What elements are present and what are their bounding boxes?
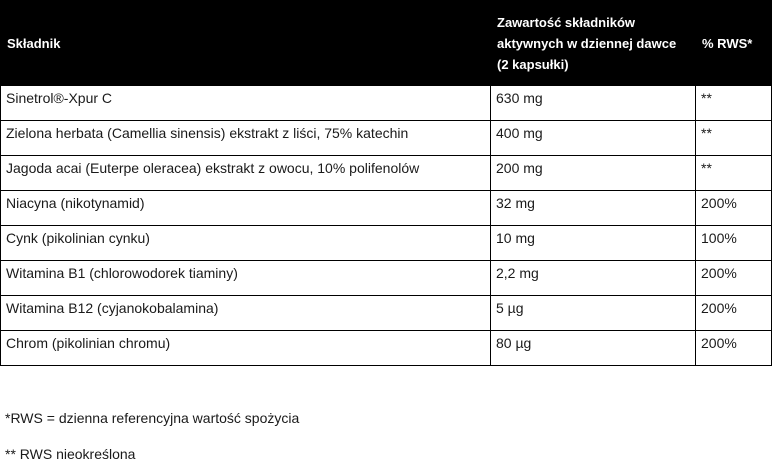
- ingredient-amount: 80 µg: [491, 331, 696, 366]
- table-row: [1, 121, 772, 156]
- ingredient-rws: 200%: [696, 296, 772, 331]
- ingredient-amount: 32 mg: [491, 191, 696, 226]
- ingredient-name: Zielona herbata (Camellia sinensis) ekstrakt z liści, 75% katechin: [1, 121, 491, 156]
- table-header-row: [1, 1, 772, 86]
- ingredient-name: Niacyna (nikotynamid): [1, 191, 491, 226]
- table-row: [1, 296, 772, 331]
- header-rws-percent: % RWS*: [696, 1, 772, 86]
- ingredient-rws: 100%: [696, 226, 772, 261]
- table-row: [1, 331, 772, 366]
- ingredient-amount: 10 mg: [491, 226, 696, 261]
- table-row: [1, 86, 772, 121]
- ingredient-rws: 200%: [696, 331, 772, 366]
- footnote-rws-unspecified: ** RWS nieokreślona: [5, 446, 136, 462]
- footnote-rws-definition: *RWS = dzienna referencyjna wartość spożycia: [5, 410, 300, 426]
- ingredient-name: Witamina B12 (cyjanokobalamina): [1, 296, 491, 331]
- ingredient-rws: **: [696, 86, 772, 121]
- ingredient-amount: 400 mg: [491, 121, 696, 156]
- ingredient-rws: 200%: [696, 191, 772, 226]
- table-row: [1, 191, 772, 226]
- header-ingredient: Składnik: [1, 1, 491, 86]
- table-row: [1, 156, 772, 191]
- table-row: [1, 261, 772, 296]
- ingredient-amount: 5 µg: [491, 296, 696, 331]
- ingredient-amount: 200 mg: [491, 156, 696, 191]
- ingredient-rws: **: [696, 156, 772, 191]
- ingredient-name: Jagoda acai (Euterpe oleracea) ekstrakt z owocu, 10% polifenolów: [1, 156, 491, 191]
- ingredient-rws: **: [696, 121, 772, 156]
- header-daily-dose: Zawartość składników aktywnych w dziennej dawce (2 kapsułki): [491, 1, 696, 86]
- ingredient-amount: 2,2 mg: [491, 261, 696, 296]
- ingredient-name: Chrom (pikolinian chromu): [1, 331, 491, 366]
- ingredient-amount: 630 mg: [491, 86, 696, 121]
- ingredient-name: Cynk (pikolinian cynku): [1, 226, 491, 261]
- table-row: [1, 226, 772, 261]
- ingredient-rws: 200%: [696, 261, 772, 296]
- ingredient-name: Sinetrol®-Xpur C: [1, 86, 491, 121]
- ingredient-name: Witamina B1 (chlorowodorek tiaminy): [1, 261, 491, 296]
